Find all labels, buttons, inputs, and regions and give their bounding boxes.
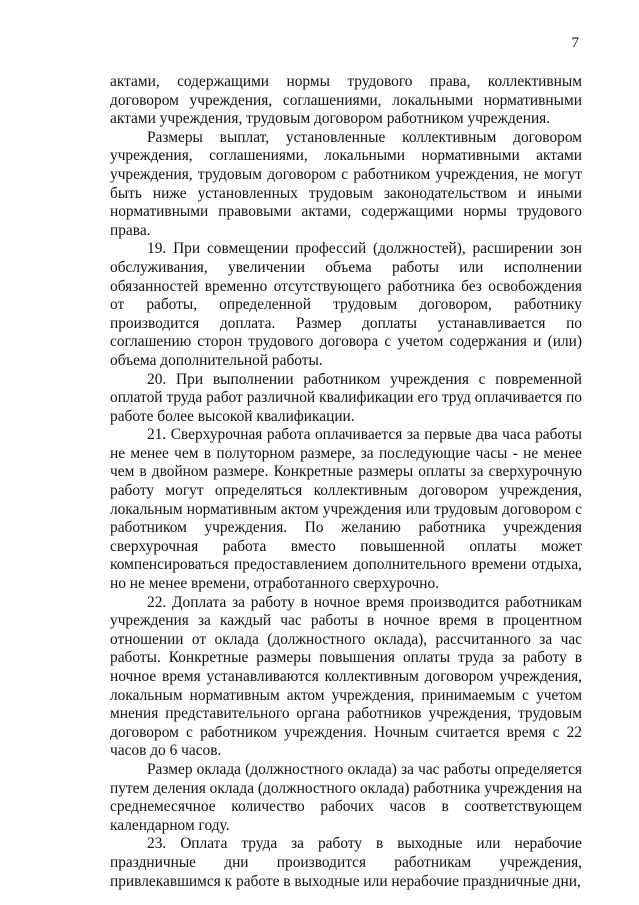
paragraph-item-23: 23. Оплата труда за работу в выходные или нерабочие праздничные дни производится работникам учреждения, привлекавшимся к работе в выходные или нерабочие праздничные дни, [110, 835, 582, 890]
page-number: 7 [571, 35, 579, 51]
paragraph-item-22: 22. Доплата за работу в ночное время производится работникам учреждения за каждый час работы в ночное время в процентном отношении от оклада (должностного оклада), рассчитанного за час работы. Конкретные размеры повышения оплаты труда за работу в ночное время устанавливаются коллективным договором учреждения, локальным нормативным актом учреждения, принимаемым с учетом мнения представительного органа работников учреждения, трудовым договором с работником учреждения. Ночным считается время с 22 часов до 6 часов. [110, 593, 582, 760]
paragraph-acts-continuation: актами, содержащими нормы трудового права, коллективным договором учреждения, соглашениями, локальными нормативными актами учреждения, трудовым договором работником учреждения. [110, 73, 582, 128]
paragraph-payment-sizes: Размеры выплат, установленные коллективным договором учреждения, соглашениями, локальными нормативными актами учреждения, трудовым договором с работником учреждения, не могут быть ниже установленных трудовым законодательством и иными нормативными правовыми актами, содержащими нормы трудового права. [110, 128, 582, 239]
document-body [110, 73, 582, 891]
paragraph-item-19: 19. При совмещении профессий (должностей), расширении зон обслуживания, увеличении объема работы или исполнении обязанностей временно отсутствующего работника без освобождения от работы, определенной трудовым договором, работнику производится доплата. Размер доплаты устанавливается по соглашению сторон трудового договора с учетом содержания и (или) объема дополнительной работы. [110, 240, 582, 369]
paragraph-item-21: 21. Сверхурочная работа оплачивается за первые два часа работы не менее чем в полуторном размере, за последующие часы - не менее чем в двойном размере. Конкретные размеры оплаты за сверхурочную работу могут определяться коллективным договором учреждения, локальным нормативным актом учреждения или трудовым договором с работником учреждения. По желанию работника учреждения сверхурочная работа вместо повышенной оплаты может компенсироваться предоставлением дополнительного времени отдыха, но не менее времени, отработанного сверхурочно. [110, 426, 582, 593]
paragraph-hourly-rate: Размер оклада (должностного оклада) за час работы определяется путем деления оклада (должностного оклада) работника учреждения на среднемесячное количество рабочих часов в соответствующем календарном году. [110, 760, 582, 834]
paragraph-item-20: 20. При выполнении работником учреждения с повременной оплатой труда работ различной квалификации его труд оплачивается по работе более высокой квалификации. [110, 370, 582, 425]
